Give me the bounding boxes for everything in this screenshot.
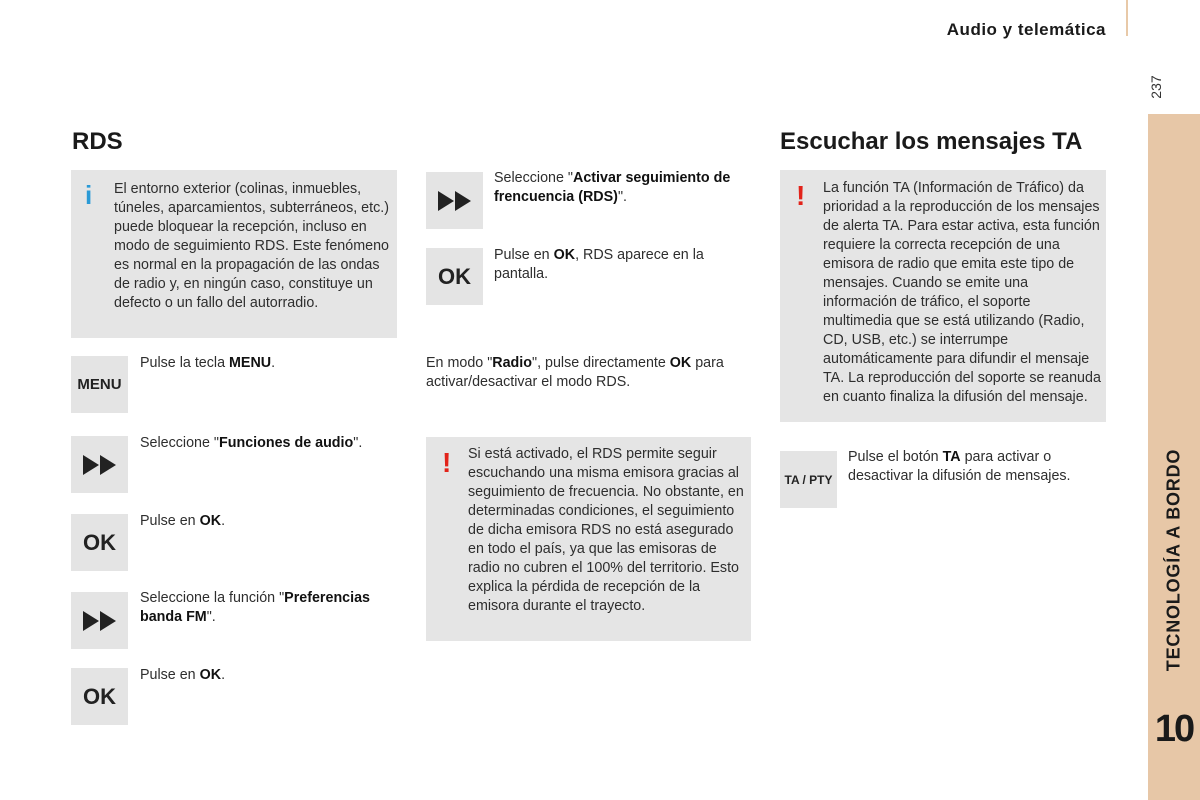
step-text: Pulse en OK. bbox=[140, 513, 226, 529]
step-text: Pulse en OK, RDS aparece en la pantalla. bbox=[494, 247, 704, 282]
menu-key: MENU bbox=[71, 356, 128, 413]
fast-forward-icon bbox=[71, 592, 128, 649]
rds-title: RDS bbox=[72, 128, 123, 155]
info-icon: i bbox=[85, 180, 93, 210]
warning-text: Si está activado, el RDS permite seguir escuchando una misma emisora gracias al seguimiento de frecuencia. No obstante, en determinadas condiciones, el seguimiento de dicha emisora RDS no está asegurado en todo el país, ya que las emisoras de radio no cubren el 100% del territorio. Esto explica la pérdida de recepción de la emisora durante el trayecto. bbox=[468, 446, 744, 614]
ta-title: Escuchar los mensajes TA bbox=[780, 128, 1083, 155]
page-number: 237 bbox=[1148, 75, 1164, 99]
step-text: Seleccione la función "Preferencias banda FM". bbox=[140, 590, 371, 625]
chapter-label: TECNOLOGÍA A BORDO bbox=[1163, 448, 1184, 672]
warning-box bbox=[780, 170, 1106, 422]
fast-forward-icon bbox=[426, 172, 483, 229]
info-box bbox=[71, 170, 397, 338]
header-divider bbox=[1126, 0, 1128, 36]
chapter-number: 10 bbox=[1154, 708, 1194, 750]
ok-key: OK bbox=[426, 248, 483, 305]
warning-icon: ! bbox=[442, 447, 452, 478]
fast-forward-icon bbox=[71, 436, 128, 493]
warning-box bbox=[426, 437, 751, 641]
step-text: Seleccione "Funciones de audio". bbox=[140, 435, 363, 451]
step-text: Seleccione "Activar seguimiento de frencuencia (RDS)". bbox=[494, 170, 731, 205]
step-text: Pulse la tecla MENU. bbox=[140, 355, 276, 371]
radio-mode-text: En modo "Radio", pulse directamente OK para activar/desactivar el modo RDS. bbox=[426, 355, 724, 390]
step-text: Pulse en OK. bbox=[140, 667, 226, 683]
warning-icon: ! bbox=[796, 180, 806, 211]
info-text: El entorno exterior (colinas, inmuebles, túneles, aparcamientos, subterráneos, etc.) puede bloquear la recepción, incluso en modo de seguimiento RDS. Este fenómeno es normal en la propagación de las ondas de radio y, en ningún caso, constituye un defecto o un fallo del autorradio. bbox=[114, 181, 389, 311]
ok-key: OK bbox=[71, 514, 128, 571]
warning-text: La función TA (Información de Tráfico) da prioridad a la reproducción de los mensajes de alerta TA. Para estar activa, esta función requiere la correcta recepción de una emisora de radio que emita este tipo de mensajes. Cuando se emite una información de tráfico, el soporte multimedia que se está utilizando (Radio, CD, USB, etc.) se interrumpe automáticamente para difundir el mensaje TA. La reproducción del soporte se reanuda en cuanto finaliza la difusión del mensaje. bbox=[823, 180, 1101, 405]
ok-key: OK bbox=[71, 668, 128, 725]
step-text: Pulse el botón TA para activar o desactivar la difusión de mensajes. bbox=[848, 449, 1071, 484]
ta-pty-key: TA / PTY bbox=[780, 451, 837, 508]
section-title: Audio y telemática bbox=[946, 20, 1106, 39]
